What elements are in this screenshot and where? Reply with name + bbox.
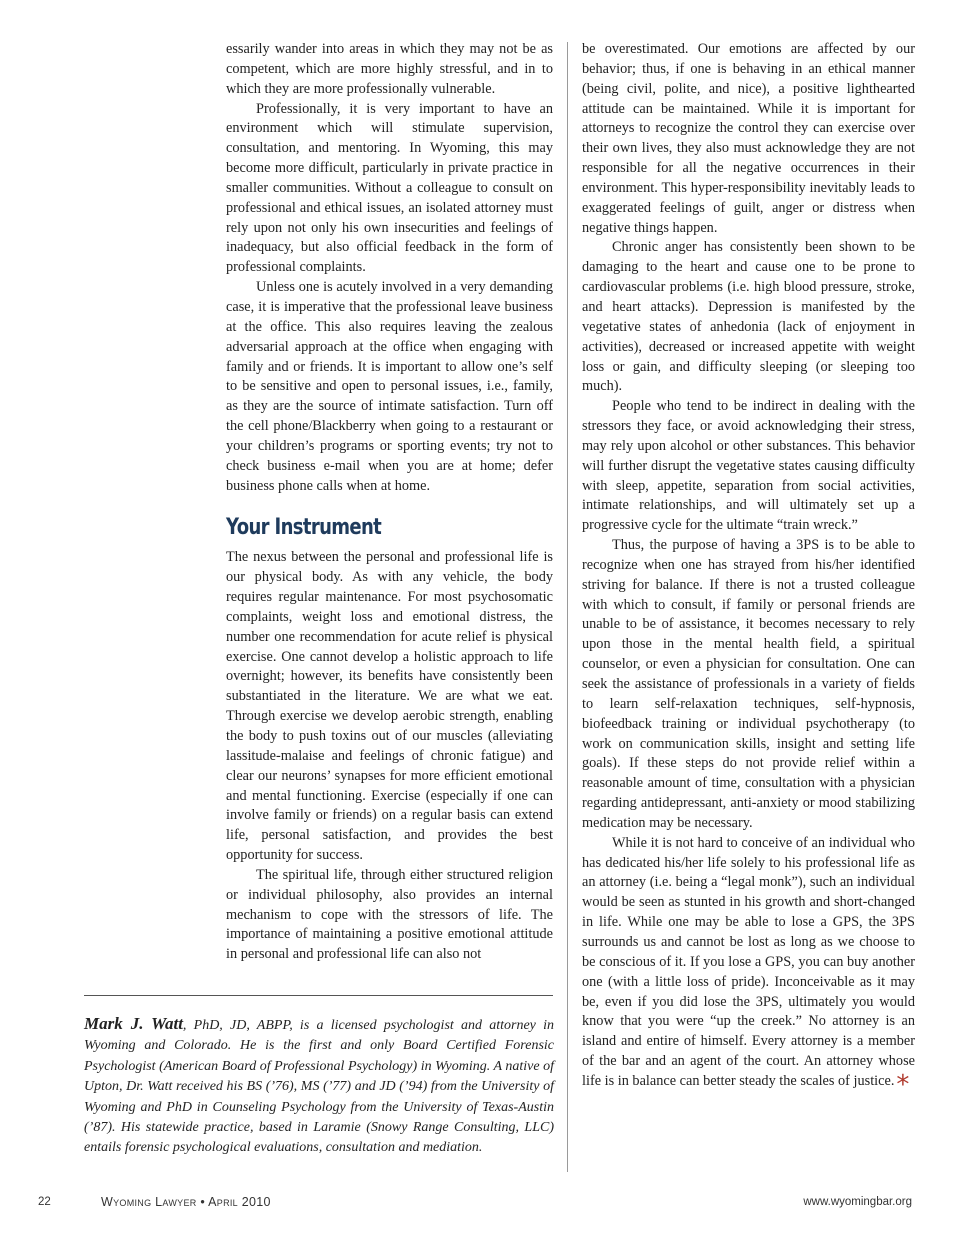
paragraph: People who tend to be indirect in dealing with the stressors they face, or avoid acknowledging their stress, may rely upon alcohol or other substances. This behavior will further disrupt the vegetative states causing difficulty with sleep, appetite, separation from social activities, intimate relationships, and will ultimately set up a progressive cycle for the ultimate “train wreck.”	[582, 398, 915, 534]
publication-name: Wyoming Lawyer • April 2010	[101, 1195, 271, 1209]
paragraph: The nexus between the personal and professional life is our physical body. As with any vehicle, the body requires regular maintenance. For most psychosomatic complaints, weight loss and emotional distress, the number one recommendation for acute relief is physical exercise. One cannot develop a holistic approach to life overnight; however, its benefits have consistently been substantiated in the literature. We are what we eat. Through exercise we develop aerobic strength, enabling the body to push toxins out of our muscles (alleviating lassitude-malaise and feelings of chronic fatigue) and clear our neurons’ synapses for more efficient emotional and mental functioning. Exercise (especially if one can involve family or friends) on a regular basis can extend life, personal satisfaction, and provides the best opportunity for success.	[226, 549, 553, 864]
website-link[interactable]: www.wyomingbar.org	[803, 1196, 912, 1208]
paragraph: The spiritual life, through either structured religion or individual philosophy, also provides an internal mechanism to cope with the stressors of life. The importance of maintaining a positive emotional attitude in personal and professional life can also not	[226, 866, 553, 963]
paragraph: essarily wander into areas in which they may not be as competent, which are more highly stressful, and in to which they are more professionally vulnerable.	[226, 41, 553, 97]
paragraph: Thus, the purpose of having a 3PS is to be able to recognize when one has strayed from his/her identified striving for balance. If there is not a trusted colleague with which to consult, if family or personal friends are unable to be of assistance, it becomes necessary to rely upon those in the mental health field, a spiritual counselor, or even a physician for consultation. One can seek the assistance of professionals in a variety of fields to learn self-relaxation techniques, self-hypnosis, biofeedback training or individual psychotherapy (to work on communication skills, insight and setting life goals). If these steps do not provide relief within a reasonable amount of time, consultation with a physician regarding antidepressant, anti-anxiety or mood stabilizing medication may be necessary.	[582, 537, 915, 831]
column-divider	[567, 42, 568, 1172]
paragraph: Chronic anger has consistently been shown to be damaging to the heart and cause one to be prone to cardiovascular problems (i.e. high blood pressure, stroke, and heart attacks). Depression is manifested by the vegetative states of anhedonia (lack of enjoyment in activities), decreased or increased appetite with weight loss or gain, and difficulty sleeping (or sleeping too much).	[582, 239, 915, 395]
middle-column	[226, 40, 553, 965]
section-heading: Your Instrument	[226, 515, 382, 541]
bio-divider	[84, 995, 553, 996]
right-column	[582, 40, 915, 1100]
paragraph-text: While it is not hard to conceive of an individual who has dedicated his/her life solely to his professional life as an attorney (i.e. being a “legal monk”), such an individual would be seen as stunted in his growth and short-changed in life. While one may be able to lose a GPS, the 3PS surrounds us and cannot be lost as long as we choose to be conscious of it. If you lose a GPS, you can buy another one (with a little loss of pride). Inconceivable as it may be, even if you did lose the 3PS, ultimately you would know that you were “up the creek.” No attorney is an island and entire of himself. Every attorney is a member of the bar and an agent of the court. An attorney whose life is in balance can better steady the scales of justice.	[582, 834, 915, 1089]
end-of-article-icon: *	[896, 1069, 910, 1100]
paragraph: Unless one is acutely involved in a very demanding case, it is imperative that the professional leave business at the office. This also requires leaving the zealous adversarial approach at the office when engaging with family and or friends. It is important to allow one’s self to be sensitive and open to personal issues, i.e., family, as they are the source of intimate satisfaction. Turn off the cell phone/Blackberry when going to a restaurant or your children’s programs or sporting events; try not to check business e-mail when you are at home; defer business phone calls when at home.	[226, 279, 553, 494]
paragraph-final	[582, 834, 915, 1100]
paragraph: be overestimated. Our emotions are affected by our behavior; thus, if one is behaving in an ethical manner (being civil, polite, and nice), a positive lighthearted attitude can be maintained. While it is important for attorneys to recognize the control they can exercise over their own lives, they also must acknowledge they are not responsible for all the negative occurrences in their environment. This hyper-responsibility inevitably leads to exaggerated feelings of guilt, anger or distress when negative things happen.	[582, 41, 915, 236]
author-bio	[84, 1014, 554, 1159]
author-name: Mark J. Watt	[84, 1014, 183, 1033]
author-bio-text: , PhD, JD, ABPP, is a licensed psychologist and attorney in Wyoming and Colorado. He is the first and only Board Certified Forensic Psychologist (American Board of Professional Psychology) in Wyoming. A native of Upton, Dr. Watt received his BS (’76), MS (’77) and JD (’94) from the University of Wyoming and PhD in Counseling Psychology from the University of Texas-Austin (’87). His statewide practice, based in Laramie (Snowy Range Consulting, LLC) entails forensic psychological evaluations, consultation and mediation.	[84, 1018, 554, 1156]
page-number: 22	[38, 1196, 51, 1208]
paragraph: Professionally, it is very important to have an environment which will stimulate supervision, consultation, and mentoring. In Wyoming, this may become more difficult, particularly in private practice in smaller communities. Without a colleague to consult on professional and ethical issues, an isolated attorney must rely upon not only his own insecurities and feelings of inadequacy, but also official feedback in the form of professional complaints.	[226, 100, 553, 276]
